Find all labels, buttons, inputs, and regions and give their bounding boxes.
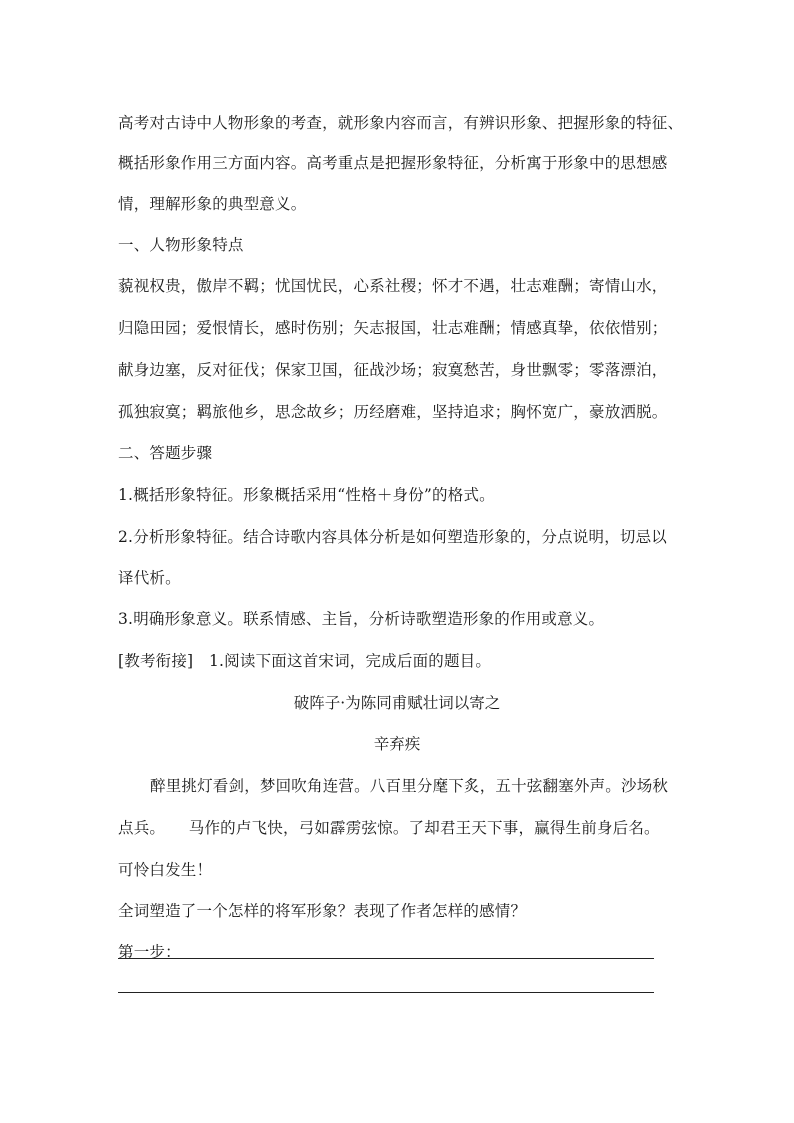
- step-2: 2.分析形象特征。结合诗歌内容具体分析是如何塑造形象的，分点说明，切忌以: [118, 528, 667, 546]
- poem-line-3: 可怜白发生！: [118, 861, 213, 879]
- traits-line-3: 献身边塞，反对征伐；保家卫国，征战沙场；寂寞愁苦，身世飘零；零落漂泊，: [118, 361, 668, 379]
- poem-author: 辛弃疾: [373, 735, 421, 753]
- section-heading-steps: 二、答题步骤: [118, 444, 213, 462]
- traits-line-2: 归隐田园；爱恨情长，感时伤别；矢志报国，壮志难酬；情感真挚，依依惜别；: [118, 319, 668, 337]
- question-text: 全词塑造了一个怎样的将军形象？表现了作者怎样的感情？: [118, 902, 527, 920]
- intro-line-2: 概括形象作用三方面内容。高考重点是把握形象特征，分析寓于形象中的思想感: [118, 154, 668, 172]
- poem-line-2: 点兵。 马作的卢飞快，弓如霹雳弦惊。了却君王天下事，赢得生前身后名。: [118, 819, 660, 837]
- exercise-lead: [教考衔接] 1.阅读下面这首宋词，完成后面的题目。: [118, 652, 492, 670]
- step-2-continued: 译代析。: [118, 569, 181, 587]
- answer-line-2[interactable]: [118, 992, 654, 993]
- section-heading-traits: 一、人物形象特点: [118, 236, 244, 254]
- poem-line-1: 醉里挑灯看剑，梦回吹角连营。八百里分麾下炙，五十弦翻塞外声。沙场秋: [150, 777, 669, 795]
- traits-line-1: 藐视权贵，傲岸不羁；忧国忧民，心系社稷；怀才不遇，壮志难酬；寄情山水，: [118, 277, 668, 295]
- step-1: 1.概括形象特征。形象概括采用“性格＋身份”的格式。: [118, 486, 495, 504]
- intro-line-3: 情，理解形象的典型意义。: [118, 195, 307, 213]
- step-label: 第一步：: [118, 943, 181, 961]
- step-3: 3.明确形象意义。联系情感、主旨，分析诗歌塑造形象的作用或意义。: [118, 610, 605, 628]
- answer-line-1[interactable]: [118, 958, 654, 959]
- poem-title: 破阵子·为陈同甫赋壮词以寄之: [293, 694, 501, 712]
- traits-line-4: 孤独寂寞；羁旅他乡，思念故乡；历经磨难，坚持追求；胸怀宽广，豪放洒脱。: [118, 403, 668, 421]
- intro-line-1: 高考对古诗中人物形象的考查，就形象内容而言，有辨识形象、把握形象的特征、: [118, 114, 684, 132]
